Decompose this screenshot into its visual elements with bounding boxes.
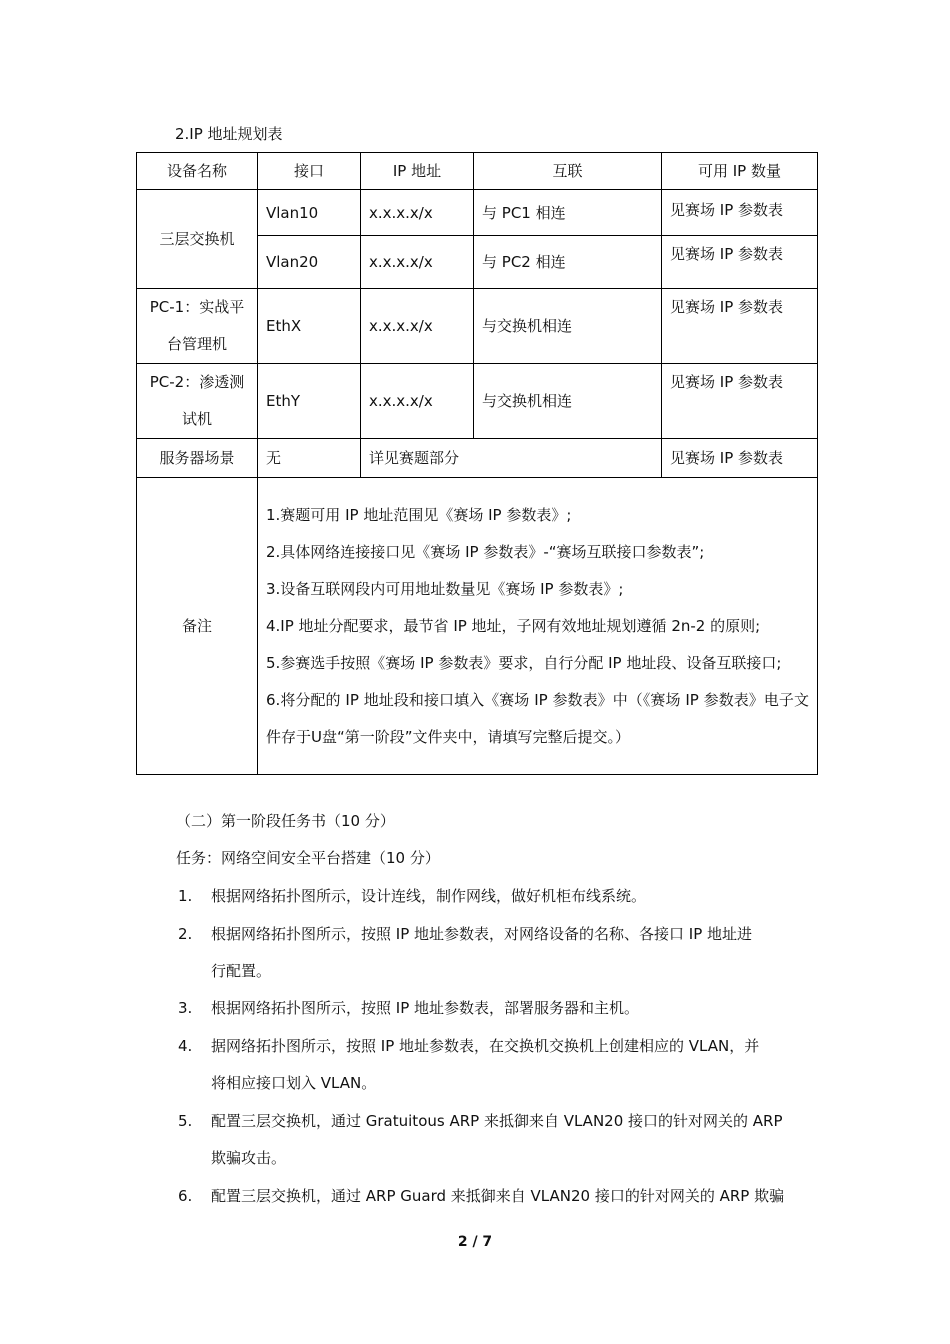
note-item: 3.设备互联网段内可用地址数量见《赛场 IP 参数表》; bbox=[266, 579, 624, 598]
cell-iface: Vlan20 bbox=[258, 236, 361, 289]
notes-label: 备注 bbox=[137, 478, 258, 775]
table-row bbox=[137, 190, 818, 236]
task-text: 行配置。 bbox=[211, 962, 272, 980]
cell-link: 与 PC2 相连 bbox=[474, 236, 662, 289]
cell-ip: x.x.x.x/x bbox=[361, 289, 474, 364]
task-text: 根据网络拓扑图所示，设计连线，制作网线，做好机柜布线系统。 bbox=[211, 887, 647, 905]
header-device: 设备名称 bbox=[137, 153, 258, 190]
cell-count: 见赛场 IP 参数表 bbox=[662, 364, 818, 439]
task-number: 5. bbox=[178, 1112, 193, 1130]
task-number: 4. bbox=[178, 1037, 193, 1055]
device-pc1: PC-1：实战平台管理机 bbox=[137, 289, 258, 364]
note-item: 1.赛题可用 IP 地址范围见《赛场 IP 参数表》; bbox=[266, 505, 572, 524]
note-item: 2.具体网络连接接口见《赛场 IP 参数表》-“赛场互联接口参数表”; bbox=[266, 542, 705, 561]
cell-count: 见赛场 IP 参数表 bbox=[662, 439, 818, 478]
task-text: 欺骗攻击。 bbox=[211, 1149, 287, 1167]
task-number: 1. bbox=[178, 887, 193, 905]
table-row bbox=[137, 364, 818, 439]
cell-ip: x.x.x.x/x bbox=[361, 190, 474, 236]
header-interface: 接口 bbox=[258, 153, 361, 190]
header-ip: IP 地址 bbox=[361, 153, 474, 190]
cell-link: 与交换机相连 bbox=[474, 289, 662, 364]
notes-row bbox=[137, 478, 818, 775]
task-text: 配置三层交换机，通过 Gratuitous ARP 来抵御来自 VLAN20 接口的针对网关的 ARP bbox=[211, 1112, 783, 1130]
ip-plan-table bbox=[136, 152, 818, 775]
cell-iface: Vlan10 bbox=[258, 190, 361, 236]
note-item: 4.IP 地址分配要求，最节省 IP 地址，子网有效地址规划遵循 2n-2 的原则; bbox=[266, 616, 761, 635]
header-count: 可用 IP 数量 bbox=[662, 153, 818, 190]
stage-heading: （二）第一阶段任务书（10 分） bbox=[176, 812, 395, 830]
cell-link: 与 PC1 相连 bbox=[474, 190, 662, 236]
cell-ip: x.x.x.x/x bbox=[361, 236, 474, 289]
task-text: 配置三层交换机，通过 ARP Guard 来抵御来自 VLAN20 接口的针对网关的 ARP 欺骗 bbox=[211, 1187, 785, 1205]
table-row bbox=[137, 289, 818, 364]
note-item: 5.参赛选手按照《赛场 IP 参数表》要求，自行分配 IP 地址段、设备互联接口; bbox=[266, 653, 782, 672]
task-number: 3. bbox=[178, 999, 193, 1017]
section-title: 2.IP 地址规划表 bbox=[175, 125, 283, 143]
task-number: 2. bbox=[178, 925, 193, 943]
task-text: 根据网络拓扑图所示，按照 IP 地址参数表，部署服务器和主机。 bbox=[211, 999, 640, 1017]
device-server: 服务器场景 bbox=[137, 439, 258, 478]
task-text: 将相应接口划入 VLAN。 bbox=[211, 1074, 377, 1092]
notes-content bbox=[258, 478, 818, 775]
task-number: 6. bbox=[178, 1187, 193, 1205]
header-link: 互联 bbox=[474, 153, 662, 190]
table-row bbox=[137, 439, 818, 478]
device-switch: 三层交换机 bbox=[137, 190, 258, 289]
cell-ip: x.x.x.x/x bbox=[361, 364, 474, 439]
stage-task: 任务：网络空间安全平台搭建（10 分） bbox=[176, 849, 440, 867]
cell-iface: EthY bbox=[258, 364, 361, 439]
device-pc2: PC-2：渗透测试机 bbox=[137, 364, 258, 439]
task-text: 根据网络拓扑图所示，按照 IP 地址参数表，对网络设备的名称、各接口 IP 地址进 bbox=[211, 925, 753, 943]
cell-iface: EthX bbox=[258, 289, 361, 364]
cell-detail: 详见赛题部分 bbox=[361, 439, 662, 478]
cell-count: 见赛场 IP 参数表 bbox=[662, 190, 818, 236]
cell-iface: 无 bbox=[258, 439, 361, 478]
cell-count: 见赛场 IP 参数表 bbox=[662, 289, 818, 364]
cell-link: 与交换机相连 bbox=[474, 364, 662, 439]
cell-count: 见赛场 IP 参数表 bbox=[662, 236, 818, 289]
page-number: 2 / 7 bbox=[457, 1234, 493, 1250]
task-text: 据网络拓扑图所示，按照 IP 地址参数表，在交换机交换机上创建相应的 VLAN，并 bbox=[211, 1037, 760, 1055]
note-item: 6.将分配的 IP 地址段和接口填入《赛场 IP 参数表》中（《赛场 IP 参数表》电子文件存于U盘“第一阶段”文件夹中，请填写完整后提交。） bbox=[266, 690, 809, 746]
table-header-row bbox=[137, 153, 818, 190]
